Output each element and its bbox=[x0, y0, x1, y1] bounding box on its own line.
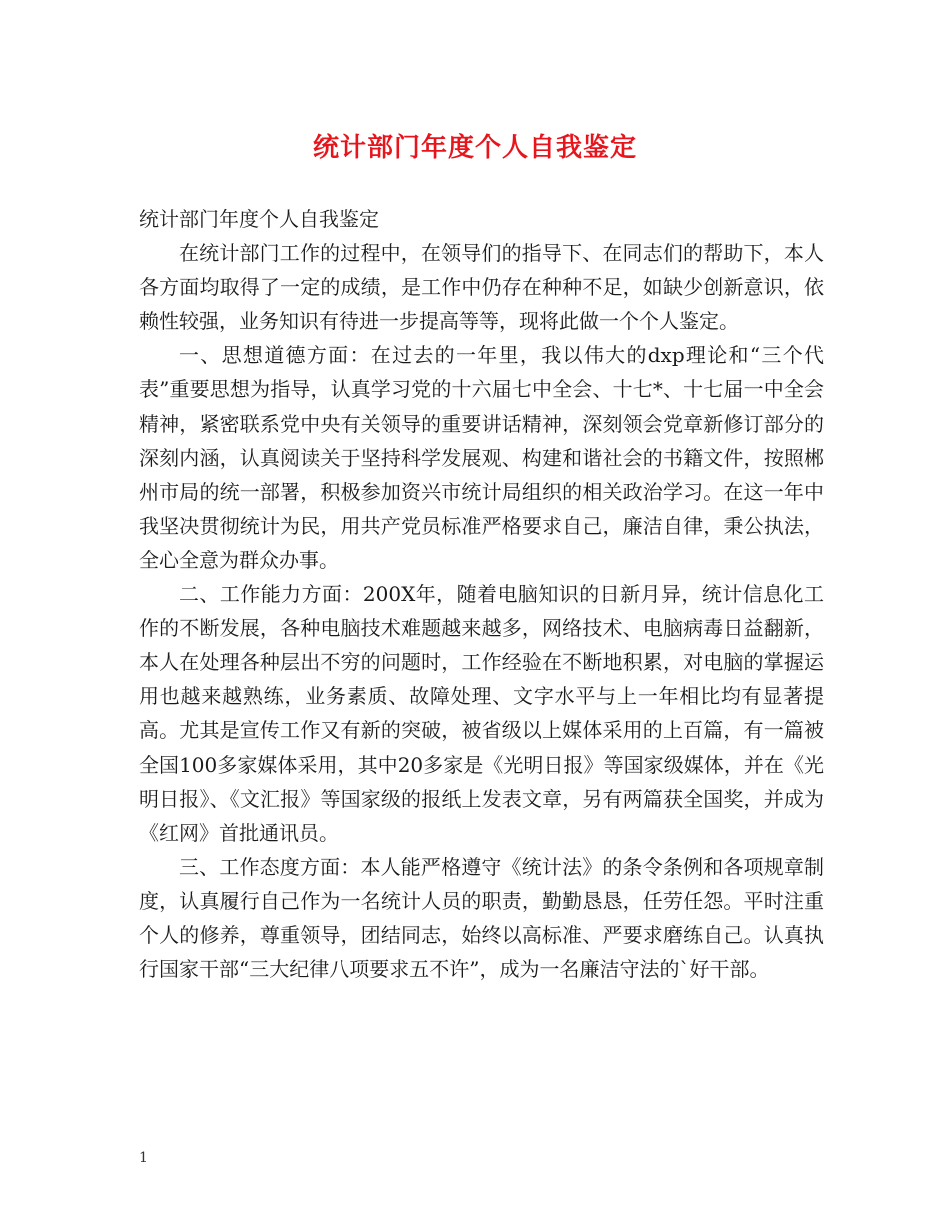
document-title: 统计部门年度个人自我鉴定 bbox=[312, 133, 637, 163]
document-body bbox=[139, 202, 824, 986]
paragraph-work-ability: 二、工作能力方面：200X年，随着电脑知识的日新月异，统计信息化工作的不断发展，各种电脑技术难题越来越多，网络技术、电脑病毒日益翻新，本人在处理各种层出不穷的问题时，工作经验在不断地积累，对电脑的掌握运用也越来越熟练，业务素质、故障处理、文字水平与上一年相比均有显著提高。尤其是宣传工作又有新的突破，被省级以上媒体采用的上百篇，有一篇被全国100多家媒体采用，其中20多家是《光明日报》等国家级媒体，并在《光明日报》、《文汇报》等国家级的报纸上发表文章，另有两篇获全国奖，并成为《红网》首批通讯员。 bbox=[139, 582, 824, 845]
document-subtitle: 统计部门年度个人自我鉴定 bbox=[139, 207, 379, 231]
page-number: 1 bbox=[139, 1150, 148, 1166]
paragraph-ideology: 一、思想道德方面：在过去的一年里，我以伟大的dxp理论和“三个代表”重要思想为指导，认真学习党的十六届七中全会、十七*、十七届一中全会精神，紧密联系党中央有关领导的重要讲话精神，深刻领会党章新修订部分的深刻内涵，认真阅读关于坚持科学发展观、构建和谐社会的书籍文件，按照郴州市局的统一部署，积极参加资兴市统计局组织的相关政治学习。在这一年中我坚决贯彻统计为民，用共产党员标准严格要求自己，廉洁自律，秉公执法，全心全意为群众办事。 bbox=[139, 343, 824, 572]
paragraph-intro: 在统计部门工作的过程中，在领导们的指导下、在同志们的帮助下，本人各方面均取得了一定的成绩，是工作中仍存在种种不足，如缺少创新意识，依赖性较强，业务知识有待进一步提高等等，现将此做一个个人鉴定。 bbox=[139, 241, 824, 334]
paragraph-work-attitude: 三、工作态度方面：本人能严格遵守《统计法》的条令条例和各项规章制度，认真履行自己作为一名统计人员的职责，勤勤恳恳，任劳任怨。平时注重个人的修养，尊重领导，团结同志，始终以高标准、严要求磨练自己。认真执行国家干部“三大纪律八项要求五不许”，成为一名廉洁守法的`好干部。 bbox=[139, 854, 824, 982]
